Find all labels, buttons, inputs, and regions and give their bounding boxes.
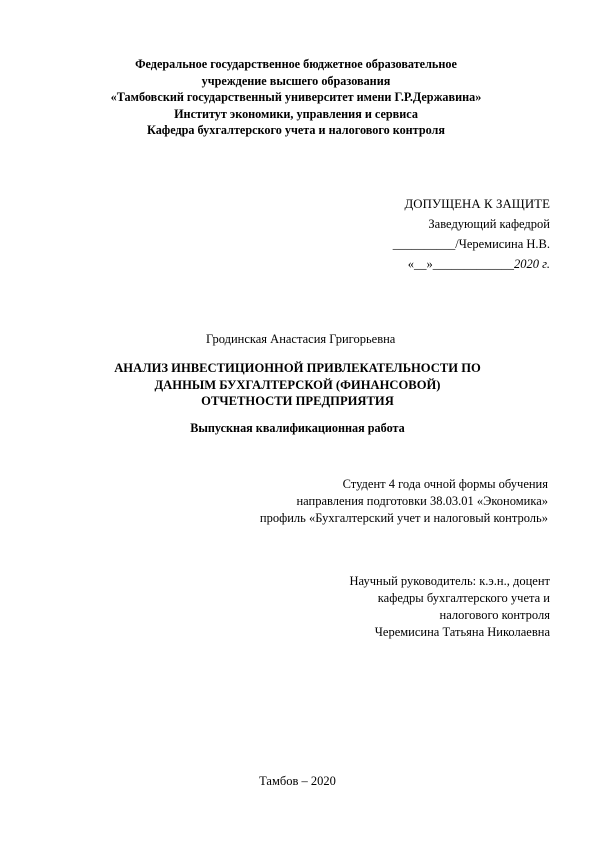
header-line-university: «Тамбовский государственный университет имени Г.Р.Державина» — [110, 90, 482, 105]
supervisor-line-2: кафедры бухгалтерского учета и — [377, 591, 550, 605]
work-type: Выпускная квалификационная работа — [190, 421, 405, 435]
header-line-institute: Институт экономики, управления и сервиса — [174, 106, 418, 121]
work-title — [0, 360, 595, 410]
approval-block — [393, 194, 550, 274]
student-line-1: Студент 4 года очной формы обучения — [342, 477, 548, 491]
student-block — [260, 476, 548, 528]
student-line-2: направления подготовки 38.03.01 «Экономика» — [296, 494, 548, 509]
author-name: Гродинская Анастасия Григорьевна — [206, 332, 396, 346]
header-line-education: учреждение высшего образования — [201, 73, 391, 88]
supervisor-line-4: Черемисина Татьяна Николаевна — [374, 625, 550, 639]
header-line-department: Кафедра бухгалтерского учета и налогового контроля — [147, 123, 445, 138]
work-title-line-2: ДАННЫМ БУХГАЛТЕРСКОЙ (ФИНАНСОВОЙ) — [154, 377, 441, 392]
approval-date-blank: «__»_____________ — [407, 257, 515, 271]
approval-date-year: 2020 г. — [514, 257, 550, 271]
work-title-line-1: АНАЛИЗ ИНВЕСТИЦИОННОЙ ПРИВЛЕКАТЕЛЬНОСТИ ПО — [114, 361, 481, 375]
approval-title: ДОПУЩЕНА К ЗАЩИТЕ — [404, 197, 550, 211]
header-line-federal: Федеральное государственное бюджетное образовательное — [135, 57, 457, 71]
supervisor-block — [350, 573, 550, 641]
approval-position: Заведующий кафедрой — [428, 217, 550, 231]
student-line-3: профиль «Бухгалтерский учет и налоговый контроль» — [259, 511, 548, 526]
supervisor-line-3: налогового контроля — [439, 608, 550, 622]
institution-header — [0, 56, 595, 139]
city-year-footer: Тамбов – 2020 — [259, 774, 336, 788]
approval-date-line — [393, 254, 550, 274]
supervisor-line-1: Научный руководитель: к.э.н., доцент — [349, 574, 550, 588]
approval-signature-line: __________/Черемисина Н.В. — [392, 237, 550, 251]
work-title-line-3: ОТЧЕТНОСТИ ПРЕДПРИЯТИЯ — [201, 394, 394, 409]
